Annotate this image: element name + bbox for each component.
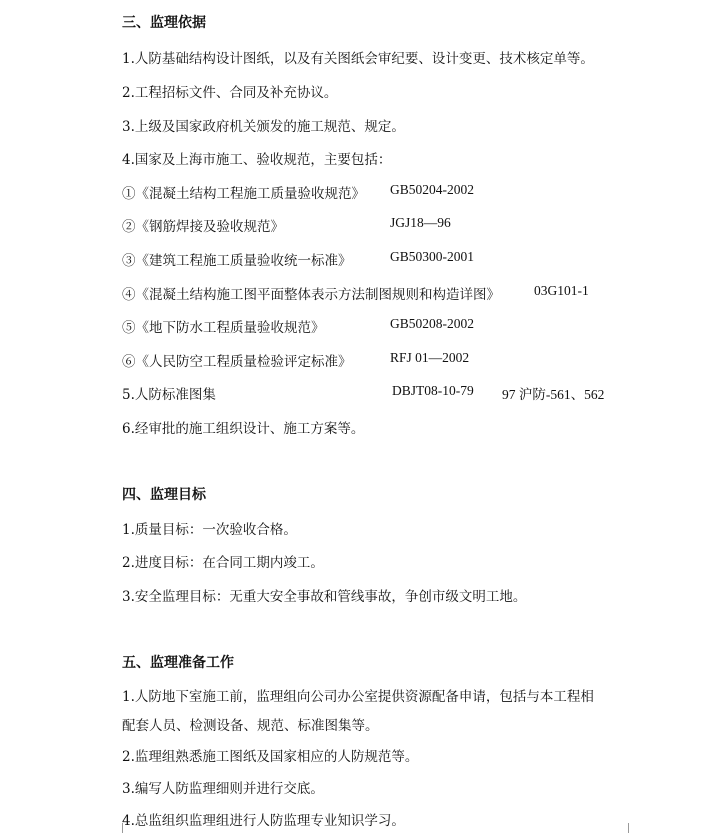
standard-name-1: ①《混凝土结构工程施工质量验收规范》 xyxy=(122,186,365,202)
section-title-basis: 三、监理依据 xyxy=(122,15,206,31)
standard-code-2: JGJ18—96 xyxy=(390,215,451,230)
standard-code-3: GB50300-2001 xyxy=(390,249,474,264)
prep-line-4: 4.总监组织监理组进行人防监理专业知识学习。 xyxy=(122,813,405,829)
basis-line-6: 6.经审批的施工组织设计、施工方案等。 xyxy=(122,421,365,437)
page-corner-mark-left xyxy=(112,823,123,833)
section-title-goals: 四、监理目标 xyxy=(122,487,206,503)
standard-name-6: ⑥《人民防空工程质量检验评定标准》 xyxy=(122,354,352,370)
standard-name-5: ⑤《地下防水工程质量验收规范》 xyxy=(122,320,325,336)
standard-name-2: ②《钢筋焊接及验收规范》 xyxy=(122,219,284,235)
page-corner-mark-right xyxy=(628,823,639,833)
atlas-code-2: 97 沪防-561、562 xyxy=(502,387,605,402)
prep-line-3: 3.编写人防监理细则并进行交底。 xyxy=(122,781,324,797)
basis-line-4: 4.国家及上海市施工、验收规范，主要包括： xyxy=(122,152,392,168)
standard-code-6: RFJ 01—2002 xyxy=(390,350,470,365)
goal-line-3: 3.安全监理目标：无重大安全事故和管线事故，争创市级文明工地。 xyxy=(122,589,527,605)
prep-line-1: 1.人防地下室施工前，监理组向公司办公室提供资源配备申请，包括与本工程相 xyxy=(122,689,594,705)
goal-line-2: 2.进度目标：在合同工期内竣工。 xyxy=(122,555,324,571)
atlas-name: 5.人防标准图集 xyxy=(122,387,216,403)
basis-line-2: 2.工程招标文件、合同及补充协议。 xyxy=(122,85,338,101)
standard-code-1: GB50204-2002 xyxy=(390,182,474,197)
goal-line-1: 1.质量目标：一次验收合格。 xyxy=(122,522,297,538)
basis-line-1: 1.人防基础结构设计图纸，以及有关图纸会审纪要、设计变更、技术核定单等。 xyxy=(122,51,594,67)
section-title-preparation: 五、监理准备工作 xyxy=(122,655,234,671)
standard-name-3: ③《建筑工程施工质量验收统一标准》 xyxy=(122,253,352,269)
standard-code-4: 03G101-1 xyxy=(534,283,589,298)
standard-code-5: GB50208-2002 xyxy=(390,316,474,331)
prep-line-2: 2.监理组熟悉施工图纸及国家相应的人防规范等。 xyxy=(122,749,419,765)
basis-line-3: 3.上级及国家政府机关颁发的施工规范、规定。 xyxy=(122,119,405,135)
atlas-code-1: DBJT08-10-79 xyxy=(392,383,474,398)
standard-name-4: ④《混凝土结构施工图平面整体表示方法制图规则和构造详图》 xyxy=(122,287,500,303)
prep-line-1-cont: 配套人员、检测设备、规范、标准图集等。 xyxy=(122,718,379,734)
